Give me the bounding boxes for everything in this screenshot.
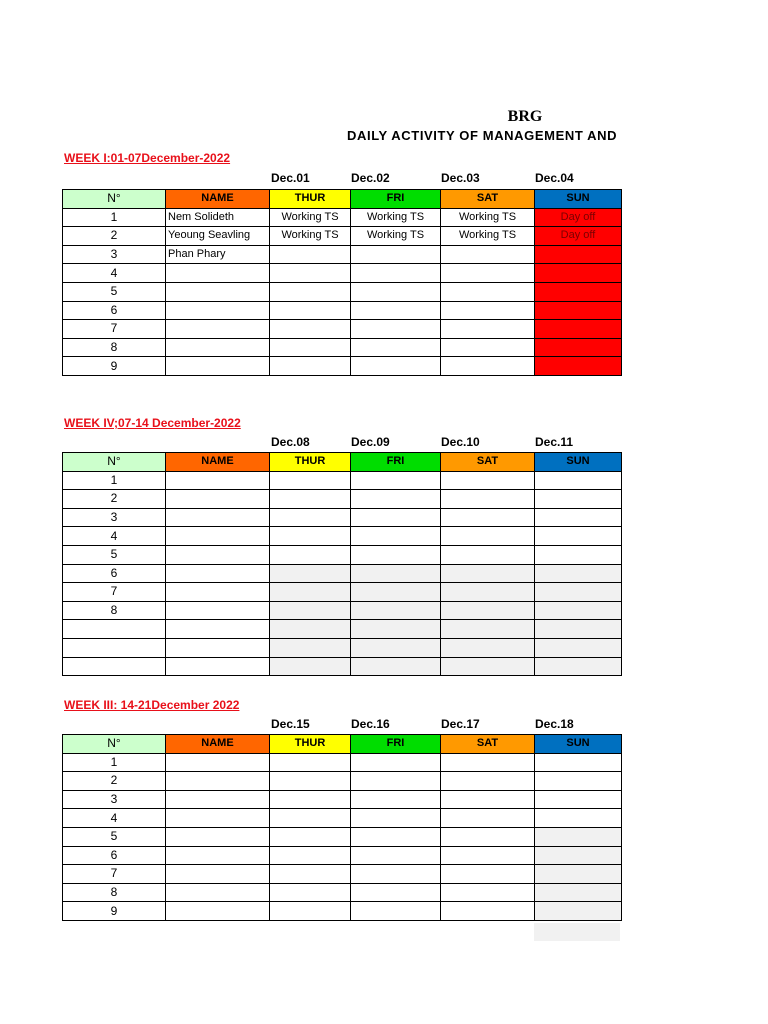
table-row bbox=[63, 583, 622, 602]
sat-cell[interactable]: Working TS bbox=[441, 227, 535, 246]
week-2-title: WEEK IV;07-14 December-2022 bbox=[64, 416, 241, 430]
sat-cell[interactable] bbox=[441, 583, 535, 602]
sun-cell-day-off[interactable]: Day off bbox=[535, 227, 622, 246]
fri-cell[interactable] bbox=[351, 846, 441, 865]
sat-cell[interactable] bbox=[441, 508, 535, 527]
sun-cell[interactable] bbox=[535, 620, 622, 639]
col-sat-header: SAT bbox=[441, 453, 535, 472]
row-number[interactable]: 1 bbox=[63, 753, 166, 772]
col-name-header: NAME bbox=[166, 190, 270, 209]
week-1-date-fri: Dec.02 bbox=[351, 171, 390, 185]
fri-cell[interactable] bbox=[351, 508, 441, 527]
thur-cell[interactable] bbox=[270, 620, 351, 639]
sun-cell[interactable] bbox=[535, 545, 622, 564]
name-cell[interactable] bbox=[166, 809, 270, 828]
table-row bbox=[63, 227, 622, 246]
table-row bbox=[63, 564, 622, 583]
col-sun-header: SUN bbox=[535, 190, 622, 209]
table-row bbox=[63, 601, 622, 620]
row-number[interactable]: 2 bbox=[63, 772, 166, 791]
thur-cell[interactable] bbox=[270, 301, 351, 320]
week-2-date-thur: Dec.08 bbox=[271, 435, 310, 449]
row-number[interactable]: 6 bbox=[63, 301, 166, 320]
name-cell[interactable]: Yeoung Seavling bbox=[166, 227, 270, 246]
sat-cell[interactable] bbox=[441, 320, 535, 339]
table-row bbox=[63, 883, 622, 902]
sat-cell[interactable] bbox=[441, 657, 535, 676]
table-row bbox=[63, 809, 622, 828]
table-row bbox=[63, 846, 622, 865]
week-2-date-sun: Dec.11 bbox=[535, 435, 574, 449]
name-cell[interactable] bbox=[166, 508, 270, 527]
sun-cell[interactable] bbox=[535, 638, 622, 657]
row-number[interactable]: 9 bbox=[63, 357, 166, 376]
name-cell[interactable] bbox=[166, 638, 270, 657]
sun-cell[interactable] bbox=[535, 338, 622, 357]
row-number[interactable]: 8 bbox=[63, 601, 166, 620]
row-number[interactable] bbox=[63, 638, 166, 657]
name-cell[interactable] bbox=[166, 564, 270, 583]
sun-cell[interactable] bbox=[535, 753, 622, 772]
thur-cell[interactable] bbox=[270, 527, 351, 546]
sat-cell[interactable] bbox=[441, 638, 535, 657]
sun-cell-day-off[interactable]: Day off bbox=[535, 208, 622, 227]
thur-cell[interactable] bbox=[270, 809, 351, 828]
thur-cell[interactable] bbox=[270, 545, 351, 564]
sun-cell[interactable] bbox=[535, 264, 622, 283]
table-row bbox=[63, 301, 622, 320]
fri-cell[interactable] bbox=[351, 471, 441, 490]
sun-cell[interactable] bbox=[535, 902, 622, 921]
name-cell[interactable] bbox=[166, 357, 270, 376]
fri-cell[interactable] bbox=[351, 357, 441, 376]
thur-cell[interactable] bbox=[270, 471, 351, 490]
sun-cell[interactable] bbox=[535, 490, 622, 509]
name-cell[interactable] bbox=[166, 601, 270, 620]
fri-cell[interactable] bbox=[351, 564, 441, 583]
week-3-title: WEEK III: 14-21December 2022 bbox=[64, 698, 240, 712]
thur-cell[interactable] bbox=[270, 790, 351, 809]
sat-cell[interactable] bbox=[441, 883, 535, 902]
week-1-date-sat: Dec.03 bbox=[441, 171, 480, 185]
fri-cell[interactable] bbox=[351, 809, 441, 828]
table-row bbox=[63, 638, 622, 657]
col-thur-header: THUR bbox=[270, 453, 351, 472]
row-number[interactable]: 8 bbox=[63, 338, 166, 357]
name-cell[interactable] bbox=[166, 301, 270, 320]
thur-cell[interactable] bbox=[270, 583, 351, 602]
thur-cell[interactable] bbox=[270, 902, 351, 921]
fri-cell[interactable] bbox=[351, 301, 441, 320]
table-row bbox=[63, 527, 622, 546]
week-2-date-sat: Dec.10 bbox=[441, 435, 480, 449]
sun-cell[interactable] bbox=[535, 790, 622, 809]
name-cell[interactable] bbox=[166, 527, 270, 546]
sun-cell[interactable] bbox=[535, 883, 622, 902]
fri-cell[interactable] bbox=[351, 338, 441, 357]
row-number[interactable]: 5 bbox=[63, 282, 166, 301]
thur-cell[interactable] bbox=[270, 264, 351, 283]
row-number[interactable] bbox=[63, 620, 166, 639]
sat-cell[interactable] bbox=[441, 527, 535, 546]
sat-cell[interactable] bbox=[441, 564, 535, 583]
thur-cell[interactable] bbox=[270, 657, 351, 676]
sun-cell[interactable] bbox=[535, 357, 622, 376]
sat-cell[interactable] bbox=[441, 282, 535, 301]
org-title: BRG bbox=[507, 108, 543, 125]
name-cell[interactable] bbox=[166, 790, 270, 809]
sun-cell[interactable] bbox=[535, 809, 622, 828]
table-row bbox=[63, 508, 622, 527]
thur-cell[interactable]: Working TS bbox=[270, 208, 351, 227]
table-row bbox=[63, 753, 622, 772]
name-cell[interactable] bbox=[166, 490, 270, 509]
sat-cell[interactable] bbox=[441, 865, 535, 884]
fri-cell[interactable] bbox=[351, 638, 441, 657]
thur-cell[interactable] bbox=[270, 564, 351, 583]
week-1-header-row bbox=[63, 190, 622, 209]
name-cell[interactable] bbox=[166, 320, 270, 339]
thur-cell[interactable] bbox=[270, 772, 351, 791]
fri-cell[interactable] bbox=[351, 790, 441, 809]
sat-cell[interactable] bbox=[441, 338, 535, 357]
fri-cell[interactable] bbox=[351, 601, 441, 620]
name-cell[interactable] bbox=[166, 772, 270, 791]
week-1-table bbox=[62, 189, 622, 376]
table-row bbox=[63, 208, 622, 227]
name-cell[interactable]: Nem Solideth bbox=[166, 208, 270, 227]
table-row bbox=[63, 790, 622, 809]
table-row bbox=[63, 490, 622, 509]
table-row bbox=[63, 902, 622, 921]
week-2-date-fri: Dec.09 bbox=[351, 435, 390, 449]
row-number[interactable]: 3 bbox=[63, 790, 166, 809]
week-3-date-fri: Dec.16 bbox=[351, 717, 390, 731]
table-row bbox=[63, 471, 622, 490]
col-sat-header: SAT bbox=[441, 735, 535, 754]
thur-cell[interactable] bbox=[270, 846, 351, 865]
name-cell[interactable] bbox=[166, 583, 270, 602]
name-cell[interactable] bbox=[166, 902, 270, 921]
table-row bbox=[63, 338, 622, 357]
week-1-date-thur: Dec.01 bbox=[271, 171, 310, 185]
sat-cell[interactable] bbox=[441, 601, 535, 620]
fri-cell[interactable]: Working TS bbox=[351, 227, 441, 246]
sat-cell[interactable] bbox=[441, 245, 535, 264]
table-row bbox=[63, 545, 622, 564]
sun-cell[interactable] bbox=[535, 301, 622, 320]
week-3-date-thur: Dec.15 bbox=[271, 717, 310, 731]
fri-cell[interactable] bbox=[351, 902, 441, 921]
fri-cell[interactable] bbox=[351, 753, 441, 772]
row-number[interactable]: 4 bbox=[63, 264, 166, 283]
thur-cell[interactable] bbox=[270, 338, 351, 357]
week-3-date-sun: Dec.18 bbox=[535, 717, 574, 731]
table-row bbox=[63, 357, 622, 376]
table-row bbox=[63, 320, 622, 339]
sun-cell[interactable] bbox=[535, 827, 622, 846]
name-cell[interactable] bbox=[166, 865, 270, 884]
row-number[interactable]: 4 bbox=[63, 527, 166, 546]
week-2-table bbox=[62, 452, 622, 676]
fri-cell[interactable] bbox=[351, 490, 441, 509]
sat-cell[interactable] bbox=[441, 264, 535, 283]
week-2-header-row bbox=[63, 453, 622, 472]
fri-cell[interactable] bbox=[351, 320, 441, 339]
col-name-header: NAME bbox=[166, 735, 270, 754]
week-3-date-sat: Dec.17 bbox=[441, 717, 480, 731]
sat-cell[interactable] bbox=[441, 790, 535, 809]
col-sun-header: SUN bbox=[535, 453, 622, 472]
sun-cell[interactable] bbox=[535, 527, 622, 546]
name-cell[interactable] bbox=[166, 657, 270, 676]
thur-cell[interactable] bbox=[270, 508, 351, 527]
col-name-header: NAME bbox=[166, 453, 270, 472]
sat-cell[interactable] bbox=[441, 471, 535, 490]
col-sat-header: SAT bbox=[441, 190, 535, 209]
fri-cell[interactable] bbox=[351, 545, 441, 564]
sun-cell[interactable] bbox=[535, 320, 622, 339]
sun-cell[interactable] bbox=[535, 245, 622, 264]
week-1-date-sun: Dec.04 bbox=[535, 171, 574, 185]
table-row bbox=[63, 865, 622, 884]
thur-cell[interactable] bbox=[270, 357, 351, 376]
row-number[interactable]: 4 bbox=[63, 809, 166, 828]
fri-cell[interactable] bbox=[351, 827, 441, 846]
table-row bbox=[63, 245, 622, 264]
table-row bbox=[63, 657, 622, 676]
fri-cell[interactable] bbox=[351, 772, 441, 791]
sat-cell[interactable] bbox=[441, 357, 535, 376]
sun-cell[interactable] bbox=[535, 508, 622, 527]
row-number[interactable]: 7 bbox=[63, 865, 166, 884]
col-sun-header: SUN bbox=[535, 735, 622, 754]
shaded-cell bbox=[534, 923, 620, 941]
thur-cell[interactable] bbox=[270, 827, 351, 846]
week-3-table bbox=[62, 734, 622, 921]
row-number[interactable]: 9 bbox=[63, 902, 166, 921]
sun-cell[interactable] bbox=[535, 282, 622, 301]
thur-cell[interactable] bbox=[270, 638, 351, 657]
row-number[interactable] bbox=[63, 657, 166, 676]
sun-cell[interactable] bbox=[535, 865, 622, 884]
col-no-header: N° bbox=[63, 190, 166, 209]
table-row bbox=[63, 772, 622, 791]
thur-cell[interactable] bbox=[270, 320, 351, 339]
name-cell[interactable] bbox=[166, 338, 270, 357]
sun-cell[interactable] bbox=[535, 846, 622, 865]
sat-cell[interactable] bbox=[441, 846, 535, 865]
sat-cell[interactable] bbox=[441, 490, 535, 509]
col-no-header: N° bbox=[63, 735, 166, 754]
sat-cell[interactable] bbox=[441, 753, 535, 772]
name-cell[interactable] bbox=[166, 545, 270, 564]
sat-cell[interactable] bbox=[441, 545, 535, 564]
fri-cell[interactable] bbox=[351, 583, 441, 602]
fri-cell[interactable]: Working TS bbox=[351, 208, 441, 227]
name-cell[interactable] bbox=[166, 620, 270, 639]
sun-cell[interactable] bbox=[535, 657, 622, 676]
fri-cell[interactable] bbox=[351, 245, 441, 264]
sun-cell[interactable] bbox=[535, 564, 622, 583]
week-1-title: WEEK I:01-07December-2022 bbox=[64, 151, 231, 165]
name-cell[interactable] bbox=[166, 471, 270, 490]
name-cell[interactable] bbox=[166, 883, 270, 902]
row-number[interactable]: 7 bbox=[63, 320, 166, 339]
sat-cell[interactable] bbox=[441, 301, 535, 320]
fri-cell[interactable] bbox=[351, 865, 441, 884]
row-number[interactable]: 3 bbox=[63, 508, 166, 527]
fri-cell[interactable] bbox=[351, 657, 441, 676]
sat-cell[interactable] bbox=[441, 620, 535, 639]
sun-cell[interactable] bbox=[535, 583, 622, 602]
page-subtitle: DAILY ACTIVITY OF MANAGEMENT AND bbox=[347, 128, 618, 143]
row-number[interactable]: 6 bbox=[63, 846, 166, 865]
sun-cell[interactable] bbox=[535, 471, 622, 490]
fri-cell[interactable] bbox=[351, 883, 441, 902]
table-row bbox=[63, 282, 622, 301]
fri-cell[interactable] bbox=[351, 527, 441, 546]
thur-cell[interactable] bbox=[270, 883, 351, 902]
sat-cell[interactable]: Working TS bbox=[441, 208, 535, 227]
table-row bbox=[63, 620, 622, 639]
name-cell[interactable] bbox=[166, 753, 270, 772]
row-number[interactable]: 2 bbox=[63, 227, 166, 246]
fri-cell[interactable] bbox=[351, 282, 441, 301]
table-row bbox=[63, 264, 622, 283]
sat-cell[interactable] bbox=[441, 827, 535, 846]
thur-cell[interactable] bbox=[270, 245, 351, 264]
sun-cell[interactable] bbox=[535, 601, 622, 620]
row-number[interactable]: 5 bbox=[63, 545, 166, 564]
row-number[interactable]: 1 bbox=[63, 471, 166, 490]
thur-cell[interactable] bbox=[270, 490, 351, 509]
sun-cell[interactable] bbox=[535, 772, 622, 791]
row-number[interactable]: 5 bbox=[63, 827, 166, 846]
col-fri-header: FRI bbox=[351, 453, 441, 472]
fri-cell[interactable] bbox=[351, 620, 441, 639]
thur-cell[interactable] bbox=[270, 753, 351, 772]
row-number[interactable]: 8 bbox=[63, 883, 166, 902]
row-number[interactable]: 6 bbox=[63, 564, 166, 583]
table-row bbox=[63, 827, 622, 846]
row-number[interactable]: 3 bbox=[63, 245, 166, 264]
name-cell[interactable]: Phan Phary bbox=[166, 245, 270, 264]
thur-cell[interactable]: Working TS bbox=[270, 227, 351, 246]
week-3-header-row bbox=[63, 735, 622, 754]
sat-cell[interactable] bbox=[441, 809, 535, 828]
row-number[interactable]: 1 bbox=[63, 208, 166, 227]
name-cell[interactable] bbox=[166, 282, 270, 301]
sat-cell[interactable] bbox=[441, 772, 535, 791]
fri-cell[interactable] bbox=[351, 264, 441, 283]
col-no-header: N° bbox=[63, 453, 166, 472]
thur-cell[interactable] bbox=[270, 601, 351, 620]
col-fri-header: FRI bbox=[351, 190, 441, 209]
sat-cell[interactable] bbox=[441, 902, 535, 921]
name-cell[interactable] bbox=[166, 827, 270, 846]
col-fri-header: FRI bbox=[351, 735, 441, 754]
col-thur-header: THUR bbox=[270, 190, 351, 209]
col-thur-header: THUR bbox=[270, 735, 351, 754]
row-number[interactable]: 7 bbox=[63, 583, 166, 602]
name-cell[interactable] bbox=[166, 264, 270, 283]
thur-cell[interactable] bbox=[270, 865, 351, 884]
thur-cell[interactable] bbox=[270, 282, 351, 301]
row-number[interactable]: 2 bbox=[63, 490, 166, 509]
name-cell[interactable] bbox=[166, 846, 270, 865]
